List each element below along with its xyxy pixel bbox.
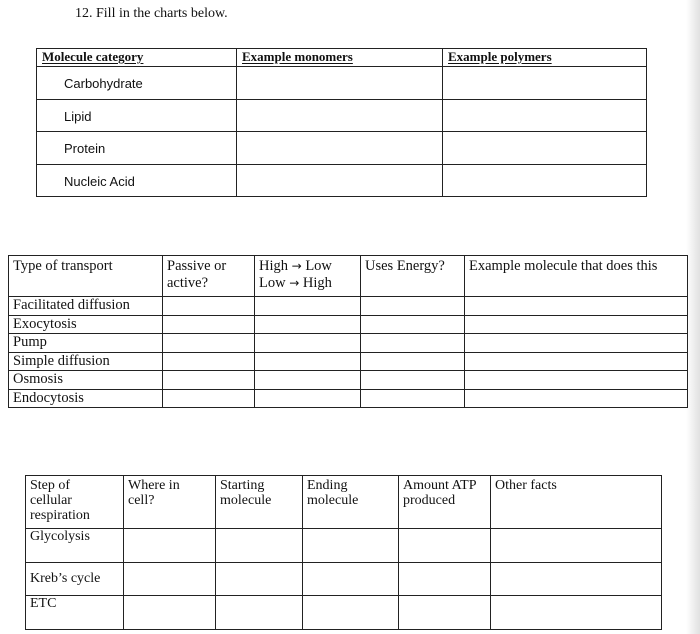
header-passive-line1: Passive or [167,258,227,274]
answer-cell[interactable] [491,529,662,563]
answer-cell[interactable] [465,315,688,334]
answer-cell[interactable] [163,334,255,353]
answer-cell[interactable] [303,562,399,596]
answer-cell[interactable] [399,562,491,596]
answer-cell[interactable] [491,562,662,596]
header-where-line2: cell? [128,493,155,508]
answer-cell[interactable] [465,352,688,371]
transport-type-cell: Endocytosis [9,389,163,408]
header-atp-line1: Amount ATP [403,478,477,493]
table-row [9,334,688,353]
answer-cell[interactable] [491,596,662,630]
answer-cell[interactable] [237,164,443,197]
answer-cell[interactable] [255,352,361,371]
gradient-low-label: Low [305,258,332,274]
answer-cell[interactable] [465,297,688,316]
answer-cell[interactable] [216,529,303,563]
header-end-line2: molecule [307,493,359,508]
table-row [9,297,688,316]
transport-type-cell: Exocytosis [9,315,163,334]
table-row [37,67,647,100]
header-step-line3: respiration [30,508,90,523]
molecule-table [36,48,647,197]
transport-type-cell: Pump [9,334,163,353]
gradient-low-label: Low [259,275,286,291]
answer-cell[interactable] [255,389,361,408]
header-atp-line2: produced [403,493,456,508]
header-ending-molecule [303,476,399,529]
header-gradient-direction [255,256,361,297]
answer-cell[interactable] [361,352,465,371]
answer-cell[interactable] [303,596,399,630]
table-row [37,132,647,165]
header-starting-molecule [216,476,303,529]
answer-cell[interactable] [361,371,465,390]
answer-cell[interactable] [163,315,255,334]
answer-cell[interactable] [163,371,255,390]
transport-type-cell: Simple diffusion [9,352,163,371]
header-molecule-category: Molecule category [37,49,237,67]
transport-table-header-row [9,256,688,297]
answer-cell[interactable] [443,67,647,100]
answer-cell[interactable] [361,334,465,353]
right-arrow-icon: → [291,259,302,273]
header-passive-line2: active? [167,275,209,291]
molecule-category-cell: Nucleic Acid [37,164,237,197]
answer-cell[interactable] [361,297,465,316]
answer-cell[interactable] [237,99,443,132]
answer-cell[interactable] [163,297,255,316]
answer-cell[interactable] [124,596,216,630]
molecule-category-cell: Lipid [37,99,237,132]
transport-type-cell: Osmosis [9,371,163,390]
answer-cell[interactable] [216,562,303,596]
answer-cell[interactable] [399,596,491,630]
answer-cell[interactable] [255,297,361,316]
answer-cell[interactable] [237,132,443,165]
answer-cell[interactable] [237,67,443,100]
answer-cell[interactable] [361,389,465,408]
header-end-line1: Ending [307,478,348,493]
header-type-of-transport: Type of transport [9,256,163,297]
table-row [26,596,662,630]
header-passive-or-active [163,256,255,297]
answer-cell[interactable] [163,352,255,371]
transport-table [8,255,688,408]
header-uses-energy: Uses Energy? [361,256,465,297]
header-where-line1: Where in [128,478,180,493]
gradient-line-low-high [259,275,360,292]
answer-cell[interactable] [124,562,216,596]
table-row [9,389,688,408]
page-edge-shadow [686,0,700,634]
header-step [26,476,124,529]
answer-cell[interactable] [465,371,688,390]
answer-cell[interactable] [163,389,255,408]
respiration-table-header-row [26,476,662,529]
respiration-step-cell: Kreb’s cycle [26,562,124,596]
header-amount-atp [399,476,491,529]
header-step-line2: cellular [30,493,72,508]
table-row [26,529,662,563]
respiration-table [25,475,662,630]
molecule-category-cell: Carbohydrate [37,67,237,100]
transport-type-cell: Facilitated diffusion [9,297,163,316]
header-example-molecule: Example molecule that does this [465,256,688,297]
molecule-table-header-row [37,49,647,67]
answer-cell[interactable] [124,529,216,563]
gradient-line-high-low [259,258,360,275]
answer-cell[interactable] [255,334,361,353]
answer-cell[interactable] [443,99,647,132]
answer-cell[interactable] [443,164,647,197]
right-arrow-icon: → [289,276,300,290]
table-row [26,562,662,596]
header-where-in-cell [124,476,216,529]
header-example-polymers: Example polymers [443,49,647,67]
header-start-line1: Starting [220,478,265,493]
molecule-category-cell: Protein [37,132,237,165]
answer-cell[interactable] [399,529,491,563]
gradient-high-label: High [302,275,332,291]
table-row [9,371,688,390]
question-heading: 12. Fill in the charts below. [75,6,228,21]
header-other-facts: Other facts [491,476,662,529]
answer-cell[interactable] [255,371,361,390]
table-row [9,352,688,371]
table-row [37,99,647,132]
answer-cell[interactable] [303,529,399,563]
answer-cell[interactable] [465,334,688,353]
respiration-step-cell: ETC [26,596,124,630]
gradient-high-label: High [259,258,288,274]
answer-cell[interactable] [216,596,303,630]
answer-cell[interactable] [361,315,465,334]
header-start-line2: molecule [220,493,272,508]
respiration-step-cell: Glycolysis [26,529,124,563]
answer-cell[interactable] [465,389,688,408]
header-step-line1: Step of [30,478,71,493]
table-row [9,315,688,334]
header-example-monomers: Example monomers [237,49,443,67]
answer-cell[interactable] [443,132,647,165]
table-row [37,164,647,197]
answer-cell[interactable] [255,315,361,334]
